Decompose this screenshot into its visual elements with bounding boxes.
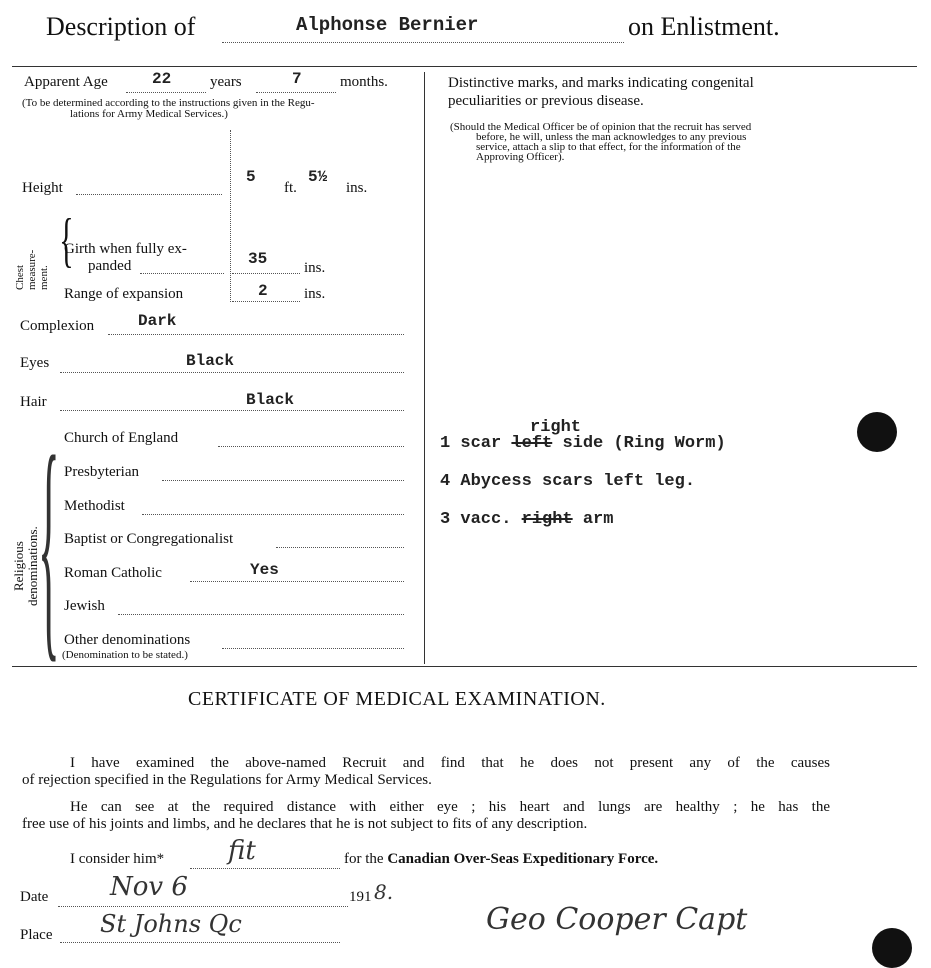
religion-item-0-label: Church of England (64, 430, 179, 446)
age-label: Apparent Age (24, 74, 108, 90)
religion-item-5-label: Jewish (64, 598, 105, 614)
religion-item-3-label: Baptist or Congregationalist (64, 531, 234, 547)
header-suffix: on Enlistment. (628, 12, 780, 41)
religion-item-6-label: Other denominations (64, 632, 191, 648)
year-prefix: 191 (349, 889, 372, 905)
place-label: Place (20, 927, 53, 943)
girth-value-rule (232, 273, 300, 274)
consider-rule (190, 868, 340, 869)
consider-value: fit (228, 836, 256, 866)
mark-1 (440, 434, 726, 453)
religion-item-0-rule (218, 446, 404, 447)
date-rule (58, 906, 348, 907)
date-value: Nov 6 (110, 872, 188, 902)
mark-3-pre: 3 vacc. (440, 510, 512, 529)
punch-hole-bottom (872, 928, 912, 968)
height-leader (76, 194, 222, 195)
age-months-rule (256, 92, 336, 93)
chest-side-1: Chest (14, 264, 26, 290)
cert-para2-line1: He can see at the required distance with either eye ; his heart and lungs are healthy ; he has the (70, 799, 830, 815)
hair-label: Hair (20, 394, 47, 410)
height-ins-label: ins. (346, 180, 368, 196)
cert-para1-line1: I have examined the above-named Recruit and find that he does not present any of the causes (70, 755, 830, 771)
cert-para1-line2: of rejection specified in the Regulations for Army Medical Services. (22, 772, 432, 788)
religion-side-label (12, 526, 40, 606)
marks-note-4: Approving Officer). (476, 151, 565, 163)
religion-item-1-rule (162, 480, 404, 481)
range-label: Range of expansion (64, 286, 184, 302)
marks-note-2: before, he will, unless the man acknowledges to any previous (476, 131, 747, 143)
mark-2: 4 Abycess scars left leg. (440, 472, 696, 491)
religion-side-1: Religious (11, 541, 26, 592)
range-value: 2 (258, 282, 268, 300)
hair-value: Black (246, 391, 295, 409)
column-divider (424, 72, 425, 664)
chest-side-3: ment. (38, 265, 50, 290)
age-note-2: lations for Army Medical Services.) (70, 108, 228, 120)
chest-side-2: measure- (26, 249, 38, 290)
mark-1-pre: 1 scar (440, 434, 502, 453)
years-label: years (210, 74, 242, 90)
height-label: Height (22, 180, 63, 196)
age-months-value: 7 (292, 70, 302, 88)
religion-side-2: denominations. (25, 526, 40, 606)
eyes-rule (60, 372, 404, 373)
marks-note-3: service, attach a slip to that effect, for the information of the (476, 141, 741, 153)
section-rule (12, 666, 917, 667)
roman-catholic-value: Yes (250, 561, 279, 579)
header-name-rule (222, 42, 624, 43)
marks-note-1: (Should the Medical Officer be of opinion that the recruit has served (450, 121, 752, 133)
chest-brace: { (59, 207, 74, 273)
top-rule (12, 66, 917, 67)
age-years-value: 22 (152, 70, 172, 88)
marks-heading-1: Distinctive marks, and marks indicating congenital (448, 75, 754, 91)
cert-para2-line2: free use of his joints and limbs, and he declares that he is not subject to fits of any description. (22, 816, 588, 832)
religion-item-4-label: Roman Catholic (64, 565, 162, 581)
recruit-name: Alphonse Bernier (296, 14, 479, 36)
girth-value: 35 (248, 250, 268, 268)
consider-suffix-2: Canadian Over-Seas Expeditionary Force. (387, 851, 659, 867)
chest-side-label (14, 250, 50, 290)
eyes-value: Black (186, 352, 235, 370)
mark-3-struck: right (521, 510, 573, 529)
consider-suffix-1: for the (344, 851, 384, 867)
mark-1-insert: right (530, 418, 582, 437)
girth-label-2: panded (88, 258, 132, 274)
mark-1-struck: left (511, 434, 553, 453)
religion-item-2-label: Methodist (64, 498, 125, 514)
ft-label: ft. (284, 180, 297, 196)
eyes-label: Eyes (20, 355, 50, 371)
girth-unit: ins. (304, 260, 326, 276)
girth-label-1: Girth when fully ex- (64, 241, 187, 257)
religion-item-1-label: Presbyterian (64, 464, 139, 480)
age-note-1: (To be determined according to the instructions given in the Regu- (22, 97, 315, 109)
religion-item-4-rule (190, 581, 404, 582)
medical-officer-signature: Geo Cooper Capt (486, 902, 748, 937)
height-in-value: 5½ (308, 168, 328, 186)
date-label: Date (20, 889, 49, 905)
mark-1-post: side (Ring Worm) (562, 434, 726, 453)
measurements-divider (230, 130, 231, 302)
complexion-value: Dark (138, 312, 177, 330)
months-label: months. (340, 74, 388, 90)
consider-suffix (344, 851, 658, 868)
complexion-label: Complexion (20, 318, 95, 334)
age-years-rule (126, 92, 206, 93)
mark-3-post: arm (582, 510, 614, 529)
punch-hole-right (857, 412, 897, 452)
religion-brace: { (38, 406, 60, 683)
religion-item-3-rule (276, 547, 404, 548)
header-prefix: Description of (46, 12, 196, 41)
girth-leader (140, 273, 224, 274)
certificate-title: CERTIFICATE OF MEDICAL EXAMINATION. (188, 688, 606, 710)
range-value-rule (232, 301, 300, 302)
place-rule (60, 942, 340, 943)
hair-rule (60, 410, 404, 411)
mark-3 (440, 510, 613, 529)
year-digit: 8. (374, 880, 394, 904)
consider-label: I consider him* (70, 851, 165, 867)
range-unit: ins. (304, 286, 326, 302)
religion-item-2-rule (142, 514, 404, 515)
complexion-rule (108, 334, 404, 335)
place-value: St Johns Qc (100, 910, 242, 938)
marks-heading-2: peculiarities or previous disease. (448, 93, 644, 109)
religion-other-note: (Denomination to be stated.) (62, 649, 188, 661)
religion-item-5-rule (118, 614, 404, 615)
height-ft-value: 5 (246, 168, 256, 186)
religion-item-6-rule (222, 648, 404, 649)
